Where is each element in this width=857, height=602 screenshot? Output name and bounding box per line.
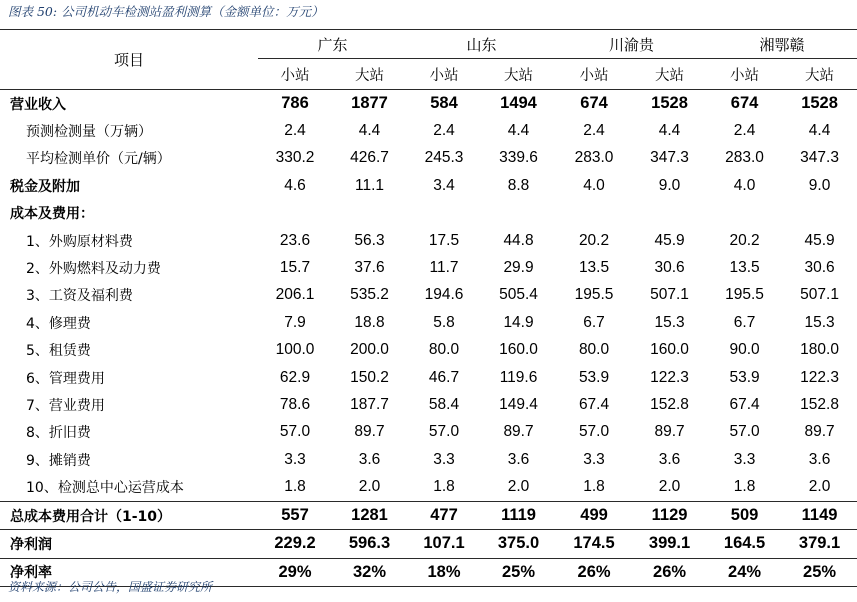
- row-label: 4、修理费: [26, 315, 91, 332]
- table-cell: 557: [258, 501, 332, 529]
- table-cell: 11.7: [429, 259, 459, 277]
- table-cell: 1129: [632, 501, 707, 529]
- table-cell: 174.5: [556, 530, 632, 558]
- table-cell: [707, 200, 782, 227]
- region-header-shandong: 山东: [407, 30, 556, 59]
- table-cell: 330.2: [275, 149, 315, 167]
- table-cell: 1.8: [583, 478, 605, 496]
- table-cell: 89.7: [503, 423, 534, 441]
- table-cell: 8.8: [507, 176, 530, 194]
- table-cell: 45.9: [654, 231, 685, 249]
- table-row: [0, 254, 857, 281]
- table-cell: 13.5: [729, 259, 760, 277]
- table-cell: [258, 200, 332, 227]
- table-cell: 347.3: [650, 149, 689, 167]
- table-cell: 26%: [556, 558, 632, 586]
- table-cell: 786: [281, 94, 309, 113]
- table-cell: 53.9: [729, 368, 760, 386]
- row-label: 10、检测总中心运营成本: [26, 480, 184, 497]
- table-cell: 57.0: [279, 423, 311, 441]
- table-cell: 15.3: [804, 313, 835, 331]
- table-cell: 20.2: [729, 231, 760, 249]
- header-row-regions: [0, 30, 857, 59]
- row-label: 净利润: [0, 530, 258, 558]
- table-cell: 25%: [481, 558, 556, 586]
- table-row: [0, 227, 857, 254]
- region-header-guangdong: 广东: [258, 30, 407, 59]
- table-cell: 3.6: [658, 450, 681, 468]
- table-cell: 3.6: [358, 450, 381, 468]
- table-cell: 89.7: [804, 423, 835, 441]
- table-cell: 14.9: [503, 313, 534, 331]
- table-cell: 164.5: [707, 530, 782, 558]
- table-cell: 245.3: [424, 149, 464, 167]
- table-cell: 674: [730, 94, 759, 113]
- table-cell: 107.1: [407, 530, 481, 558]
- table-cell: 45.9: [804, 231, 835, 249]
- table-cell: 122.3: [650, 368, 689, 386]
- table-row: [0, 200, 857, 227]
- table-cell: 150.2: [350, 368, 389, 386]
- table-cell: 6.7: [733, 313, 756, 331]
- table-cell: 283.0: [574, 149, 614, 167]
- table-cell: 18.8: [354, 313, 385, 331]
- table-cell: 37.6: [354, 259, 385, 277]
- table-cell: 20.2: [578, 231, 610, 249]
- table-cell: 9.0: [658, 176, 681, 194]
- table-cell: 15.7: [279, 259, 311, 277]
- item-column-header: 项目: [0, 30, 258, 90]
- table-cell: 229.2: [258, 530, 332, 558]
- table-cell: 206.1: [275, 286, 315, 304]
- table-cell: 200.0: [350, 341, 389, 359]
- row-label: 成本及费用：: [10, 206, 94, 223]
- table-cell: 3.6: [507, 450, 530, 468]
- table-cell: 187.7: [350, 395, 389, 413]
- table-cell: 1528: [651, 94, 688, 113]
- table-cell: 149.4: [499, 395, 538, 413]
- table-cell: 477: [407, 501, 481, 529]
- table-cell: 2.4: [433, 122, 455, 140]
- table-row: [0, 446, 857, 473]
- table-row: [0, 473, 857, 501]
- table-cell: 180.0: [800, 341, 839, 359]
- table-cell: 30.6: [804, 259, 835, 277]
- sub-header-small: 小站: [730, 67, 760, 84]
- table-cell: 3.3: [733, 450, 756, 468]
- table-cell: 1.8: [433, 478, 455, 496]
- table-cell: 1.8: [733, 478, 756, 496]
- table-row: [0, 90, 857, 118]
- table-cell: 379.1: [782, 530, 857, 558]
- sub-header-small: 小站: [579, 67, 609, 84]
- table-row: [0, 282, 857, 309]
- table-cell: 58.4: [428, 395, 460, 413]
- table-cell: 15.3: [654, 313, 685, 331]
- row-label: 6、管理费用: [26, 370, 105, 387]
- row-label: 9、摊销费: [26, 452, 91, 469]
- table-row: [0, 117, 857, 144]
- table-cell: 1494: [500, 94, 537, 113]
- table-row: [0, 145, 857, 172]
- table-cell: 2.4: [583, 122, 605, 140]
- table-cell: 7.9: [284, 313, 306, 331]
- table-cell: 375.0: [481, 530, 556, 558]
- row-label: 5、租赁费: [26, 343, 91, 360]
- table-cell: 4.4: [358, 122, 381, 140]
- table-row: [0, 172, 857, 199]
- sub-header-large: 大站: [504, 67, 534, 84]
- table-cell: 3.4: [433, 176, 455, 194]
- sub-header-small: 小站: [429, 67, 459, 84]
- table-row: [0, 501, 857, 529]
- table-cell: 283.0: [725, 149, 764, 167]
- table-cell: 2.4: [733, 122, 756, 140]
- table-cell: 90.0: [729, 341, 760, 359]
- table-cell: 4.0: [583, 176, 605, 194]
- table-cell: 57.0: [578, 423, 610, 441]
- row-label: 总成本费用合计（1-10）: [0, 501, 258, 529]
- table-cell: 57.0: [729, 423, 760, 441]
- table-cell: 499: [556, 501, 632, 529]
- table-cell: 426.7: [350, 149, 389, 167]
- table-cell: 3.3: [284, 450, 306, 468]
- table-cell: 13.5: [578, 259, 610, 277]
- table-row: [0, 530, 857, 558]
- table-cell: 6.7: [583, 313, 605, 331]
- row-label: 平均检测单价（元/辆）: [26, 151, 171, 168]
- table-cell: 80.0: [578, 341, 610, 359]
- sub-header-large: 大站: [805, 67, 835, 84]
- table-cell: 2.0: [658, 478, 681, 496]
- table-cell: 1877: [351, 94, 388, 113]
- table-cell: 89.7: [654, 423, 685, 441]
- row-label: 预测检测量（万辆）: [26, 124, 152, 141]
- table-cell: 507.1: [800, 286, 839, 304]
- table-cell: 56.3: [354, 231, 385, 249]
- table-cell: 9.0: [808, 176, 831, 194]
- table-cell: 195.5: [725, 286, 764, 304]
- table-cell: 152.8: [800, 395, 839, 413]
- table-cell: 29.9: [503, 259, 534, 277]
- table-cell: 339.6: [499, 149, 538, 167]
- profit-estimate-table: [0, 29, 857, 587]
- table-cell: 4.0: [733, 176, 756, 194]
- table-cell: 32%: [332, 558, 407, 586]
- row-label: 3、工资及福利费: [26, 288, 133, 305]
- table-cell: 399.1: [632, 530, 707, 558]
- table-cell: 195.5: [574, 286, 614, 304]
- row-label: 税金及附加: [10, 178, 80, 195]
- table-cell: [332, 200, 407, 227]
- table-cell: [556, 200, 632, 227]
- table-cell: 2.0: [808, 478, 831, 496]
- table-cell: 2.0: [358, 478, 381, 496]
- table-cell: 1149: [782, 501, 857, 529]
- table-cell: 4.4: [658, 122, 681, 140]
- table-cell: 1281: [332, 501, 407, 529]
- table-cell: 1.8: [284, 478, 306, 496]
- row-label: 8、折旧费: [26, 425, 91, 442]
- table-cell: 584: [430, 94, 458, 113]
- table-cell: 4.4: [808, 122, 831, 140]
- table-cell: 3.6: [808, 450, 831, 468]
- table-cell: 3.3: [433, 450, 455, 468]
- table-cell: 53.9: [578, 368, 610, 386]
- table-cell: 674: [580, 94, 608, 113]
- row-label: 净利率: [0, 558, 258, 586]
- table-cell: 535.2: [350, 286, 389, 304]
- table-cell: 67.4: [729, 395, 760, 413]
- row-label: 2、外购燃料及动力费: [26, 261, 161, 278]
- table-cell: [481, 200, 556, 227]
- table-cell: 152.8: [650, 395, 689, 413]
- table-cell: 160.0: [650, 341, 689, 359]
- table-cell: [407, 200, 481, 227]
- table-cell: 11.1: [354, 176, 385, 194]
- sub-header-large: 大站: [355, 67, 384, 84]
- sub-header-small: 小站: [280, 67, 310, 84]
- table-caption: 图表 50: 公司机动车检测站盈利测算（金额单位：万元）: [8, 4, 324, 19]
- table-cell: 505.4: [499, 286, 538, 304]
- table-cell: 4.6: [284, 176, 306, 194]
- table-cell: 89.7: [354, 423, 385, 441]
- table-cell: 25%: [782, 558, 857, 586]
- row-label: 1、外购原材料费: [26, 233, 133, 250]
- table-row: [0, 364, 857, 391]
- table-row: [0, 391, 857, 418]
- row-label: 营业收入: [10, 96, 66, 113]
- table-cell: 122.3: [800, 368, 839, 386]
- table-cell: [782, 200, 857, 227]
- table-cell: [632, 200, 707, 227]
- table-cell: 4.4: [507, 122, 530, 140]
- table-cell: 78.6: [279, 395, 311, 413]
- source-note: 资料来源：公司公告，国盛证券研究所: [8, 580, 213, 594]
- table-row: [0, 337, 857, 364]
- table-cell: 194.6: [424, 286, 464, 304]
- table-cell: 2.4: [284, 122, 306, 140]
- row-label: 7、营业费用: [26, 397, 105, 414]
- table-row: [0, 419, 857, 446]
- table-cell: 29%: [258, 558, 332, 586]
- table-cell: 1528: [801, 94, 838, 113]
- table-cell: 100.0: [275, 341, 315, 359]
- table-row: [0, 309, 857, 336]
- table-cell: 24%: [707, 558, 782, 586]
- table-cell: 57.0: [428, 423, 460, 441]
- sub-header-large: 大站: [655, 67, 685, 84]
- table-cell: 1119: [481, 501, 556, 529]
- table-cell: 509: [707, 501, 782, 529]
- region-header-xiangegan: 湘鄂赣: [707, 30, 857, 59]
- table-cell: 596.3: [332, 530, 407, 558]
- table-cell: 23.6: [279, 231, 311, 249]
- table-cell: 18%: [407, 558, 481, 586]
- table-cell: 3.3: [583, 450, 605, 468]
- table-body: [0, 90, 857, 587]
- table-cell: 119.6: [499, 368, 538, 386]
- table-cell: 2.0: [507, 478, 530, 496]
- table-cell: 5.8: [433, 313, 455, 331]
- table-cell: 26%: [632, 558, 707, 586]
- table-cell: 80.0: [428, 341, 460, 359]
- table-cell: 347.3: [800, 149, 839, 167]
- table-cell: 30.6: [654, 259, 685, 277]
- table-cell: 62.9: [279, 368, 311, 386]
- table-cell: 507.1: [650, 286, 689, 304]
- table-cell: 160.0: [499, 341, 538, 359]
- table-cell: 46.7: [428, 368, 460, 386]
- table-cell: 44.8: [503, 231, 534, 249]
- table-cell: 17.5: [428, 231, 460, 249]
- table-cell: 67.4: [578, 395, 610, 413]
- region-header-chuanyugui: 川渝贵: [556, 30, 707, 59]
